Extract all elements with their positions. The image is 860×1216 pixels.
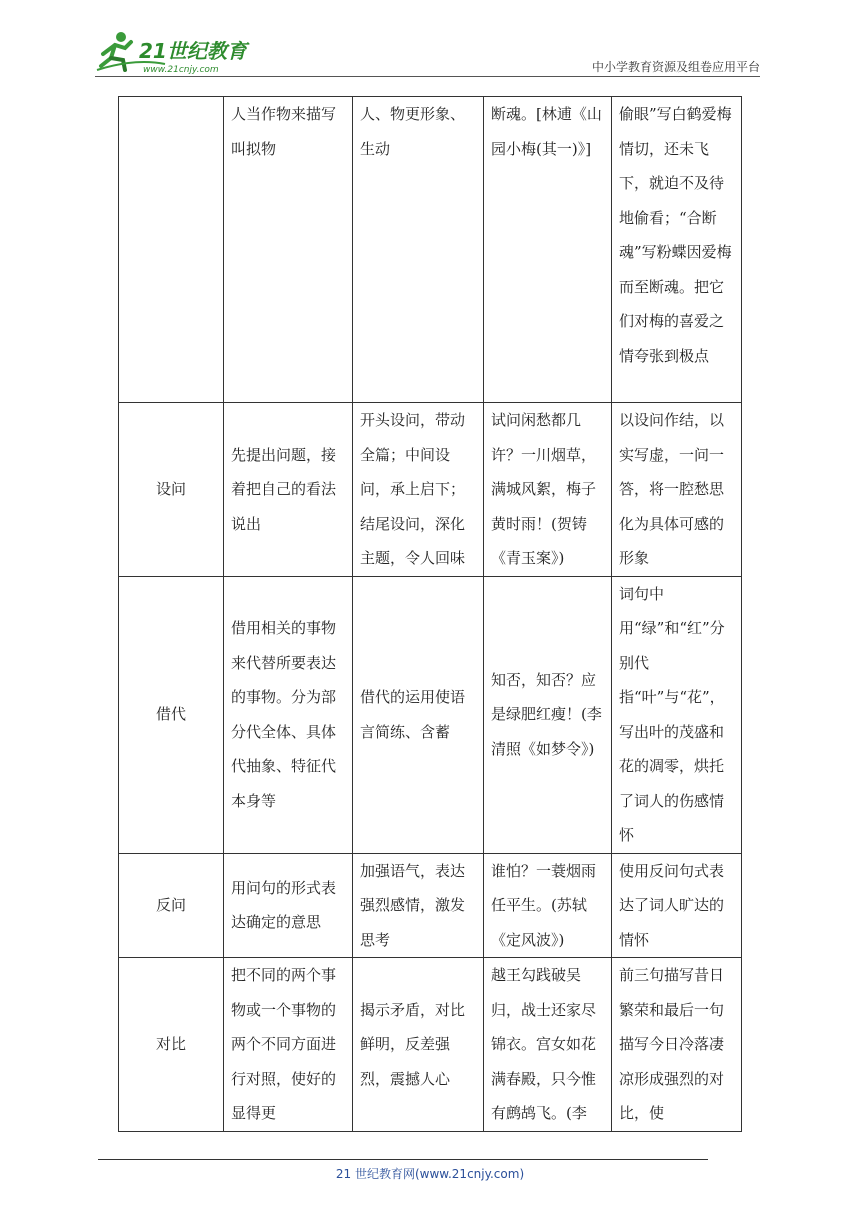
technique-name: 设问 [119,403,224,577]
technique-analysis: 以设问作结，以实写虚，一问一答，将一腔愁思化为具体可感的形象 [612,403,742,577]
technique-definition: 借用相关的事物来代替所要表达的事物。分为部分代全体、具体代抽象、特征代本身等 [224,576,353,853]
technique-definition: 用问句的形式表达确定的意思 [224,853,353,958]
table-row [119,97,742,403]
header-divider [95,76,760,77]
footer-divider [98,1159,708,1160]
technique-example: 越王勾践破吴归，战士还家尽锦衣。宫女如花满春殿，只今惟有鹧鸪飞。(李 [484,958,612,1132]
technique-name: 反问 [119,853,224,958]
technique-name [119,97,224,403]
technique-definition: 把不同的两个事物或一个事物的两个不同方面进行对照，使好的显得更 [224,958,353,1132]
technique-name: 对比 [119,958,224,1132]
technique-analysis: 前三句描写昔日繁荣和最后一句描写今日冷落凄凉形成强烈的对比，使 [612,958,742,1132]
technique-example: 断魂。[林逋《山园小梅(其一)》] [484,97,612,403]
logo-text: 21世纪教育 [139,39,247,63]
footer-link[interactable]: 21 世纪教育网(www.21cnjy.com) [335,1167,525,1181]
technique-example: 知否，知否？应是绿肥红瘦！(李清照《如梦令》) [484,576,612,853]
technique-effect: 借代的运用使语言简练、含蓄 [353,576,484,853]
site-logo[interactable] [95,28,265,76]
technique-analysis: 词句中用“绿”和“红”分别代指“叶”与“花”，写出叶的茂盛和花的凋零，烘托了词人的伤感情怀 [612,576,742,853]
rhetoric-table [118,96,742,1132]
technique-effect: 揭示矛盾，对比鲜明，反差强烈，震撼人心 [353,958,484,1132]
table-row [119,853,742,958]
technique-analysis: 使用反问句式表达了词人旷达的情怀 [612,853,742,958]
platform-name: 中小学教育资源及组卷应用平台 [591,60,760,74]
technique-example: 试问闲愁都几许？一川烟草，满城风絮，梅子黄时雨！(贺铸《青玉案》) [484,403,612,577]
logo-url: www.21cnjy.com [143,65,219,75]
table-row [119,576,742,853]
table-row [119,958,742,1132]
page-header [95,28,760,80]
technique-name: 借代 [119,576,224,853]
technique-analysis: 偷眼”写白鹤爱梅情切，还未飞下，就迫不及待地偷看；“合断魂”写粉蝶因爱梅而至断魂。把它们对梅的喜爱之情夸张到极点 [612,97,742,403]
technique-effect: 人、物更形象、生动 [353,97,484,403]
technique-definition: 人当作物来描写叫拟物 [224,97,353,403]
technique-effect: 加强语气，表达强烈感情，激发思考 [353,853,484,958]
runner-logo-icon [95,28,265,76]
technique-effect: 开头设问，带动全篇；中间设问，承上启下；结尾设问，深化主题，令人回味 [353,403,484,577]
technique-definition: 先提出问题，接着把自己的看法说出 [224,403,353,577]
table-row [119,403,742,577]
technique-example: 谁怕？一蓑烟雨任平生。(苏轼《定风波》) [484,853,612,958]
